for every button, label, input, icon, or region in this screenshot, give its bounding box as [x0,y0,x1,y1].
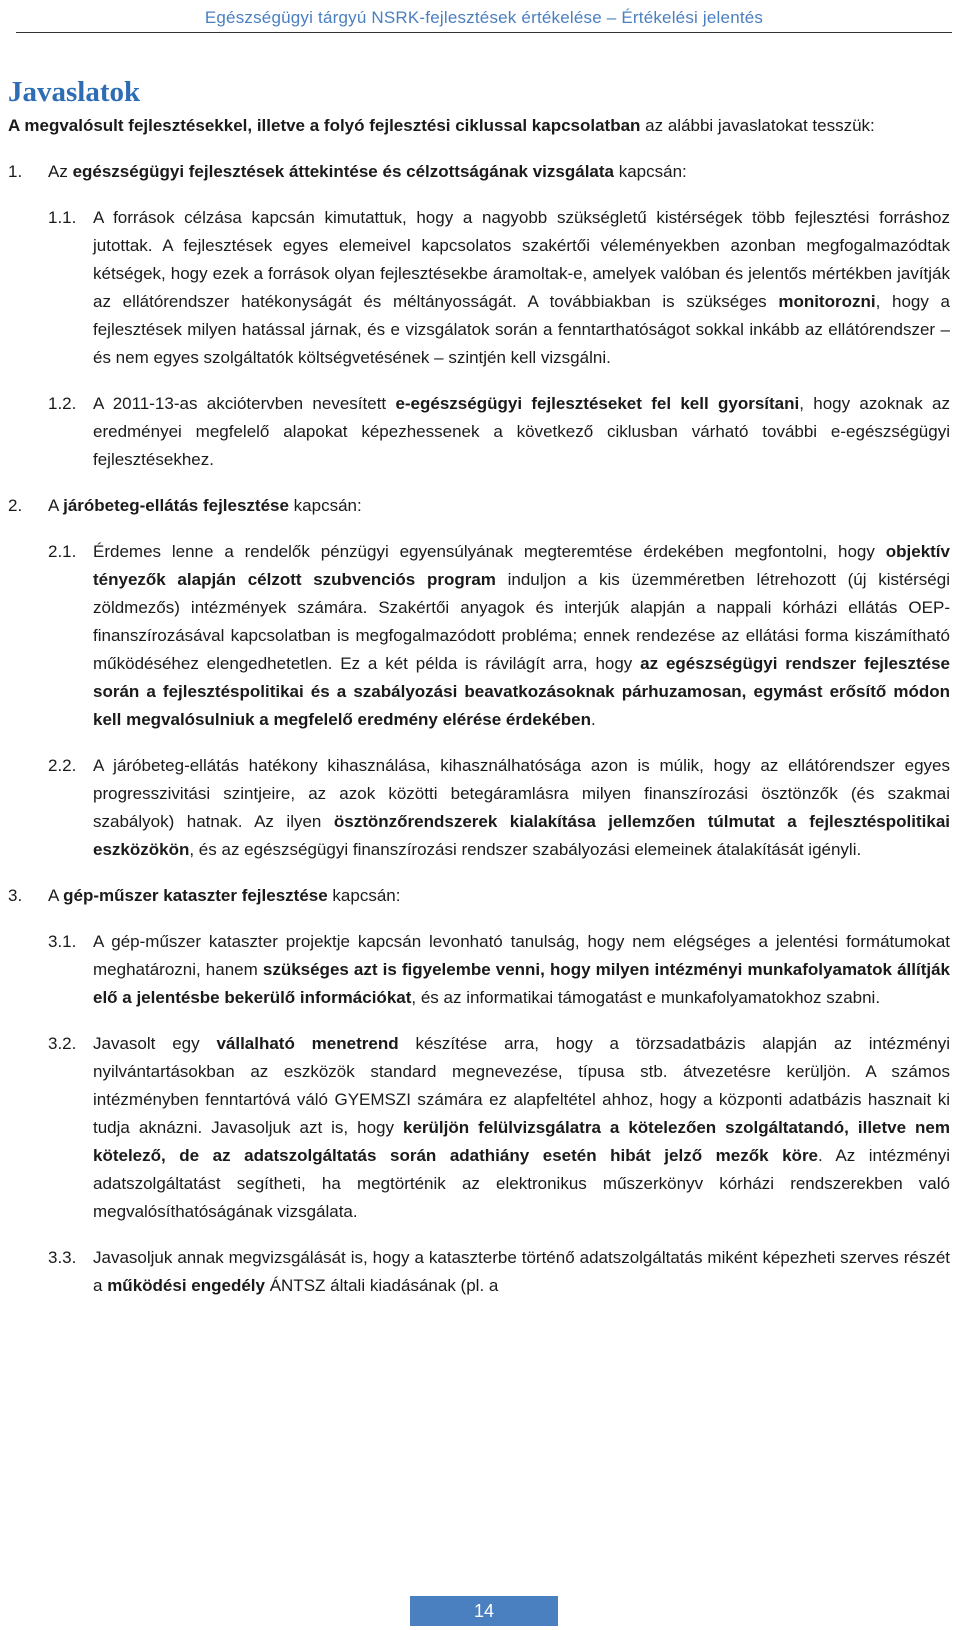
item-number: 2. [8,496,23,515]
list-item-1-2 [8,390,950,474]
list-item-2-2 [8,752,950,864]
item-text: A források célzása kapcsán kimutattuk, hogy a nagyobb szükségletű kistérségek több fejlesztési forráshoz jutottak. A fejlesztések egyes elemeivel kapcsolatos szakértői véleményekben azonban megfogalmazódtak kétségek, hogy ezek a források olyan fejlesztésekbe áramoltak-e, amelyek valóban és jelentős mértékben javítják az ellátórendszer hatékonyságát és méltányosságát. A továbbiakban is szükséges monitorozni, hogy a fejlesztések milyen hatással járnak, és e vizsgálatok során a fenntarthatóságot sokkal inkább az ellátórendszer – és nem egyes szolgáltatók költségvetésének – szintjén kell vizsgálni. [93,208,950,367]
item-number: 3.3. [48,1248,77,1267]
list-item-3-1 [8,928,950,1012]
item-text: A járóbeteg-ellátás fejlesztése kapcsán: [48,496,362,515]
intro-text: az alábbi javaslatokat tesszük: [640,116,875,135]
item-number: 2.1. [48,542,77,561]
item-text: A gép-műszer kataszter projektje kapcsán levonható tanulság, hogy nem elégséges a jelentési formátumokat meghatározni, hanem szükséges azt is figyelembe venni, hogy milyen intézményi munkafolyamatok állítják elő a jelentésbe bekerülő információkat, és az informatikai támogatást e munkafolyamatokhoz szabni. [93,932,951,1007]
item-text: A járóbeteg-ellátás hatékony kihasználása, kihasználhatósága azon is múlik, hogy az ellátórendszer egyes progresszivitási szintjeire, az azok közötti betegáramlásra milyen finanszírozási ösztönzők (és szakmai szabályok) hatnak. Az ilyen ösztönzőrendszerek kialakítása jellemzően túlmutat a fejlesztéspolitikai eszközökön, és az egészségügyi finanszírozási rendszer szabályozási elemeinek átalakítását igényli. [93,756,950,859]
list-item-2 [8,492,950,520]
item-text: Javasoljuk annak megvizsgálását is, hogy a kataszterbe történő adatszolgáltatás miként képezheti szerves részét a működési engedély ÁNTSZ általi kiadásának (pl. a [93,1248,950,1295]
item-number: 1.1. [48,208,77,227]
item-text: Érdemes lenne a rendelők pénzügyi egyensúlyának megteremtése érdekében megfontolni, hogy objektív tényezők alapján célzott szubvenciós program induljon a kis üzemméretben létrehozott (új kistérségi zöldmezős) intézmények számára. Szakértői anyagok és interjúk alapján a nappali kórházi ellátás OEP-finanszírozásával kapcsolatban is megfogalmazódott probléma; ennek rendezése az ellátási forma kiszámítható működéséhez elengedhetetlen. Ez a két példa is rávilágít arra, hogy az egészségügyi rendszer fejlesztése során a fejlesztéspolitikai és a szabályozási beavatkozásoknak párhuzamosan, egymást erősítő módon kell megvalósulniuk a megfelelő eredmény elérése érdekében. [93,542,950,729]
item-number: 3. [8,886,23,905]
item-number: 3.1. [48,932,77,951]
list-item-3-2 [8,1030,950,1226]
list-item-3-3 [8,1244,950,1300]
item-text: Az egészségügyi fejlesztések áttekintése és célzottságának vizsgálata kapcsán: [48,162,687,181]
item-number: 1. [8,162,23,181]
list-item-1-1 [8,204,950,372]
item-number: 2.2. [48,756,77,775]
intro-paragraph [8,112,950,140]
page-body [8,74,950,1300]
page-number: 14 [410,1596,558,1626]
item-text: A 2011-13-as akciótervben nevesített e-egészségügyi fejlesztéseket fel kell gyorsítani, hogy azoknak az eredményei megfelelő alapokat képezhessenek a következő ciklusban várható további e-egészségügyi fejlesztésekhez. [93,394,951,469]
list-item-2-1 [8,538,950,734]
section-title: Javaslatok [8,76,141,108]
item-number: 1.2. [48,394,77,413]
item-number: 3.2. [48,1034,77,1053]
intro-bold: A megvalósult fejlesztésekkel, illetve a folyó fejlesztési ciklussal kapcsolatban [8,116,641,135]
running-header: Egészségügyi tárgyú NSRK-fejlesztések értékelése – Értékelési jelentés [16,8,952,33]
item-text: Javasolt egy vállalható menetrend készítése arra, hogy a törzsadatbázis alapján az intézményi nyilvántartásokban az eszközök standard megnevezése, típusa stb. átvezetésre kerüljön. A számos intézményben fenntartóvá váló GYEMSZI számára ez alapfeltétel ahhoz, hogy a központi adatbázis hasznait ki tudja aknázni. Javasoljuk azt is, hogy kerüljön felülvizsgálatra a kötelezően szolgáltatandó, illetve nem kötelező, de az adatszolgáltatás során adathiány esetén hibát jelző mezők köre. Az intézményi adatszolgáltatást segítheti, ha megtörténik az elektronikus műszerkönyv kórházi rendszerekben való megvalósíthatóságának vizsgálata. [93,1034,951,1221]
list-item-3 [8,882,950,910]
item-text: A gép-műszer kataszter fejlesztése kapcsán: [48,886,401,905]
list-item-1 [8,158,950,186]
